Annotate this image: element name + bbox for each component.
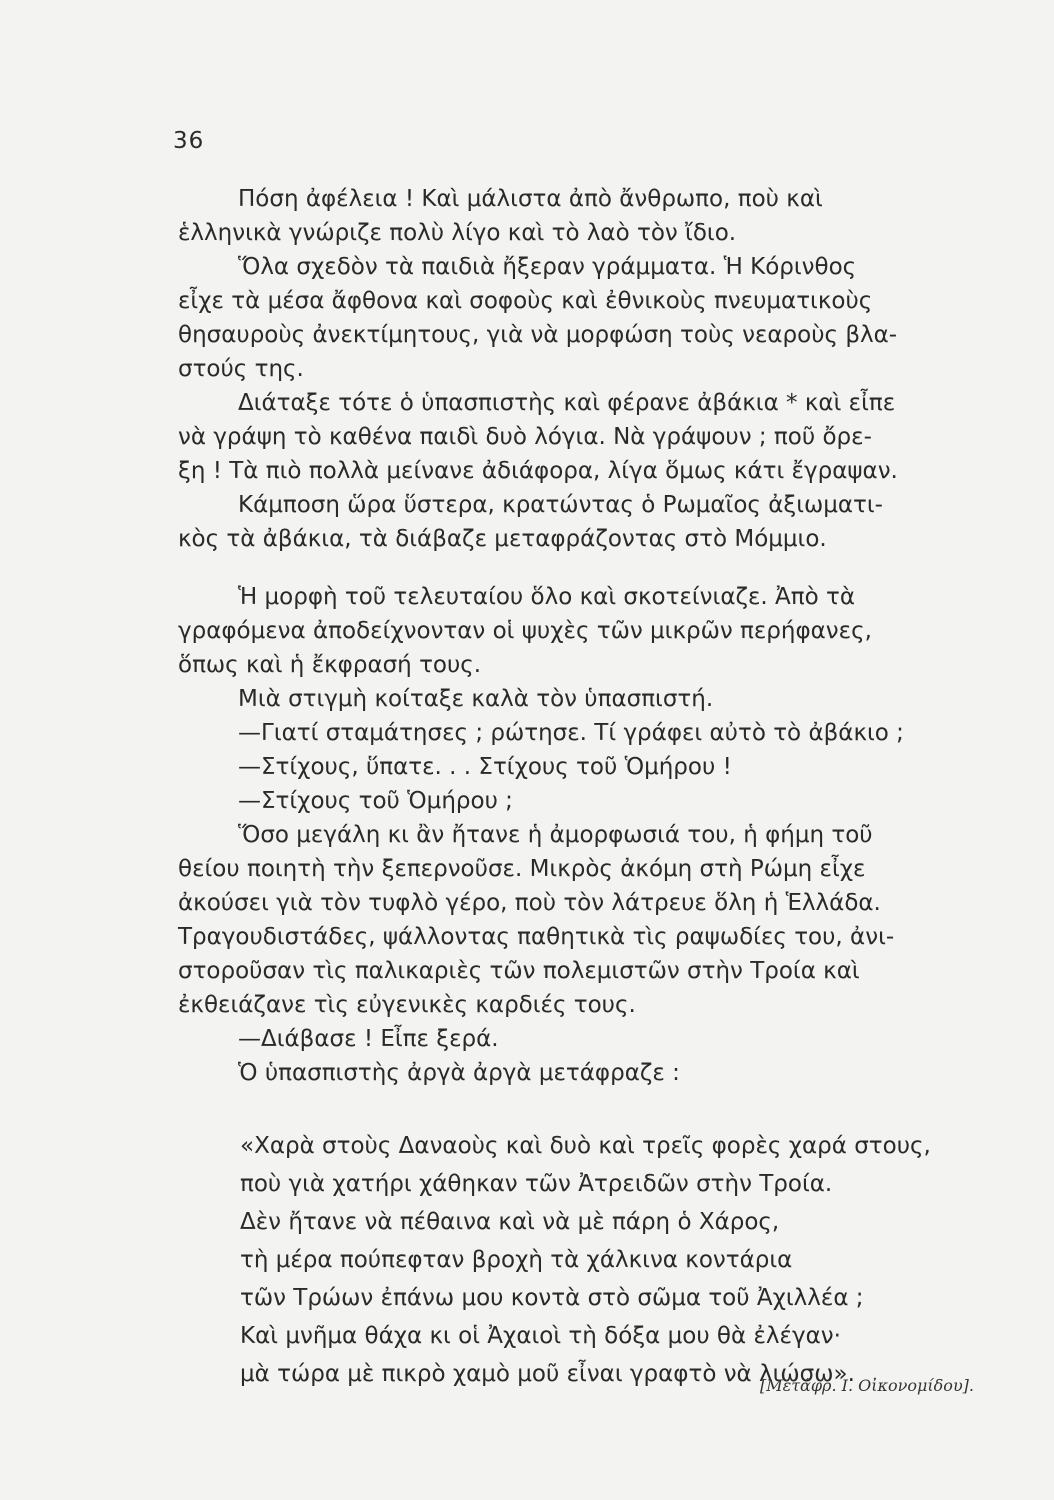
text-line: στούς της. bbox=[178, 356, 304, 382]
text-line: Κάμποση ὥρα ὕστερα, κρατώντας ὁ Ρωμαῖος ἀξιωματι- bbox=[238, 492, 883, 518]
text-line: —Στίχους τοῦ Ὁμήρου ; bbox=[238, 788, 513, 814]
verse-line: τὴ μέρα πούπεφταν βροχὴ τὰ χάλκινα κοντάρια bbox=[240, 1247, 793, 1273]
text-line: —Διάβασε ! Εἶπε ξερά. bbox=[238, 1026, 499, 1052]
text-line: ἐκθειάζανε τὶς εὐγενικὲς καρδιές τους. bbox=[178, 992, 636, 1018]
verse-quote bbox=[240, 1127, 1010, 1393]
text-line: εἶχε τὰ μέσα ἄφθονα καὶ σοφοὺς καὶ ἐθνικοὺς πνευματικοὺς bbox=[178, 288, 873, 314]
text-line: —Γιατί σταμάτησες ; ρώτησε. Τί γράφει αὐτὸ τὸ ἀβάκιο ; bbox=[238, 720, 904, 746]
text-line: γραφόμενα ἀποδείχνονταν οἱ ψυχὲς τῶν μικρῶν περήφανες, bbox=[178, 618, 872, 644]
page-number: 36 bbox=[173, 128, 205, 154]
text-line: στοροῦσαν τὶς παλικαριὲς τῶν πολεμιστῶν στὴν Τροία καὶ bbox=[178, 958, 860, 984]
text-line: θείου ποιητὴ τὴν ξεπερνοῦσε. Μικρὸς ἀκόμη στὴ Ρώμη εἶχε bbox=[178, 856, 866, 882]
text-line: ἑλληνικὰ γνώριζε πολὺ λίγο καὶ τὸ λαὸ τὸν ἴδιο. bbox=[178, 220, 737, 246]
verse-line: μὰ τώρα μὲ πικρὸ χαμὸ μοῦ εἶναι γραφτὸ νὰ λιώσω». bbox=[240, 1361, 855, 1387]
text-line: Τραγουδιστάδες, ψάλλοντας παθητικὰ τὶς ραψωδίες του, ἀνι- bbox=[178, 924, 895, 950]
text-line: θησαυροὺς ἀνεκτίμητους, γιὰ νὰ μορφώση τοὺς νεαροὺς βλα- bbox=[178, 322, 898, 348]
text-line: Διάταξε τότε ὁ ὑπασπιστὴς καὶ φέρανε ἀβάκια * καὶ εἶπε bbox=[238, 390, 896, 416]
verse-line: Καὶ μνῆμα θάχα κι οἱ Ἀχαιοὶ τὴ δόξα μου θὰ ἐλέγαν· bbox=[240, 1323, 841, 1349]
text-line: ἀκούσει γιὰ τὸν τυφλὸ γέρο, ποὺ τὸν λάτρευε ὅλη ἡ Ἑλλάδα. bbox=[178, 890, 881, 916]
text-line: Μιὰ στιγμὴ κοίταξε καλὰ τὸν ὑπασπιστή. bbox=[238, 686, 714, 712]
text-line: νὰ γράψη τὸ καθένα παιδὶ δυὸ λόγια. Νὰ γράψουν ; ποῦ ὄρε- bbox=[178, 424, 872, 450]
text-line: κὸς τὰ ἀβάκια, τὰ διάβαζε μεταφράζοντας στὸ Μόμμιο. bbox=[178, 526, 827, 552]
text-line: ὅπως καὶ ἡ ἔκφρασή τους. bbox=[178, 652, 482, 678]
text-line: —Στίχους, ὕπατε. . . Στίχους τοῦ Ὁμήρου ! bbox=[238, 754, 732, 780]
text-line: Ὅλα σχεδὸν τὰ παιδιὰ ἤξεραν γράμματα. Ἡ Κόρινθος bbox=[238, 254, 857, 280]
text-line: Ὅσο μεγάλη κι ἂν ἤτανε ἡ ἀμορφωσιά του, ἡ φήμη τοῦ bbox=[238, 822, 873, 848]
text-line: Ἡ μορφὴ τοῦ τελευταίου ὅλο καὶ σκοτείνιαζε. Ἀπὸ τὰ bbox=[238, 584, 856, 610]
verse-line: «Χαρὰ στοὺς Δαναοὺς καὶ δυὸ καὶ τρεῖς φορὲς χαρά στους, bbox=[240, 1133, 931, 1159]
text-line: Ὁ ὑπασπιστὴς ἀργὰ ἀργὰ μετάφραζε : bbox=[238, 1060, 680, 1086]
verse-line: Δὲν ἤτανε νὰ πέθαινα καὶ νὰ μὲ πάρη ὁ Χάρος, bbox=[240, 1209, 780, 1235]
prose-block bbox=[178, 182, 1008, 1090]
text-line: ξη ! Τὰ πιὸ πολλὰ μείνανε ἀδιάφορα, λίγα ὅμως κάτι ἔγραψαν. bbox=[178, 458, 898, 484]
verse-line: ποὺ γιὰ χατήρι χάθηκαν τῶν Ἀτρειδῶν στὴν Τροία. bbox=[240, 1171, 833, 1197]
verse-line: τῶν Τρώων ἐπάνω μου κοντὰ στὸ σῶμα τοῦ Ἀχιλλέα ; bbox=[240, 1285, 864, 1311]
text-line: Πόση ἀφέλεια ! Καὶ μάλιστα ἀπὸ ἄνθρωπο, ποὺ καὶ bbox=[238, 186, 823, 212]
translation-attribution: [Μετάφρ. Ι. Οἰκονομίδου]. bbox=[759, 1376, 974, 1395]
